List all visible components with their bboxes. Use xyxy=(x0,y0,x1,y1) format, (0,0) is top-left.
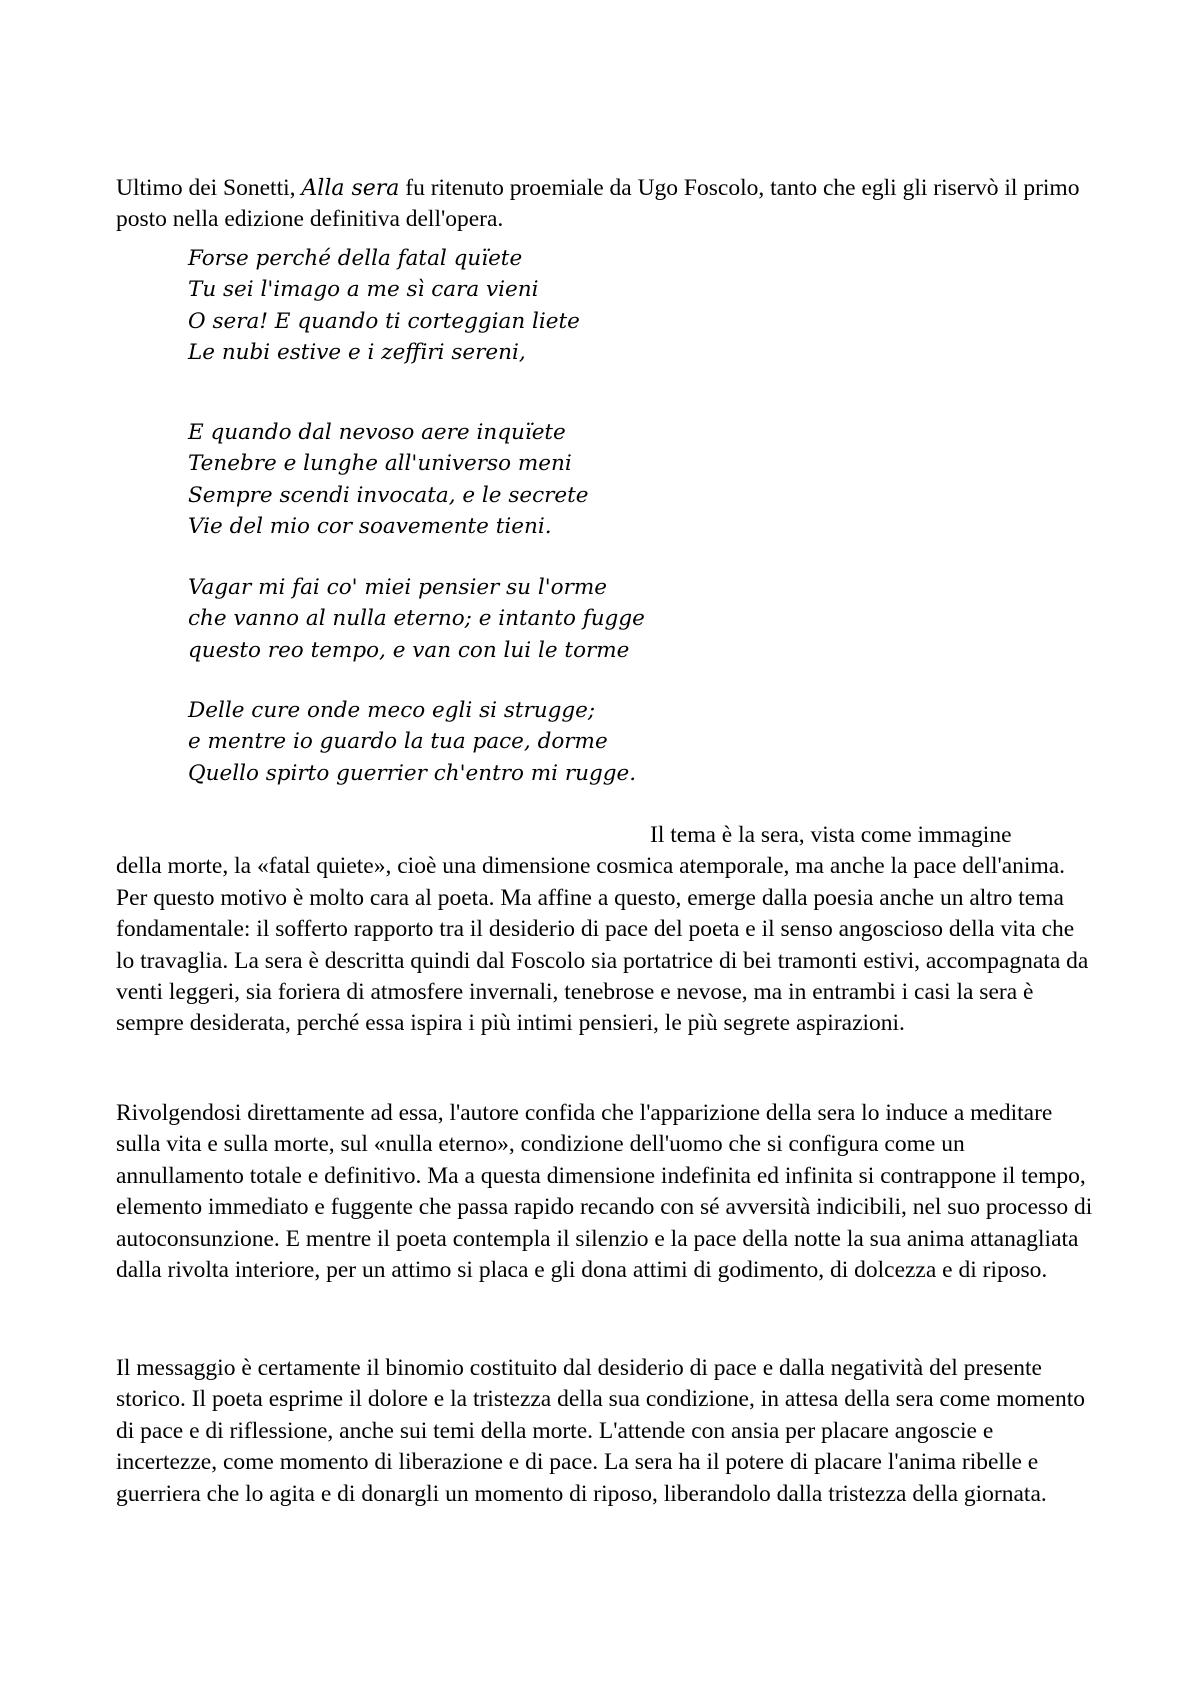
analysis-paragraph xyxy=(116,820,1096,1040)
verse: Delle cure onde meco egli si strugge; xyxy=(188,698,596,723)
intro-paragraph xyxy=(116,173,1096,236)
poem-title: Alla sera xyxy=(301,176,400,201)
analysis-first-line: Il tema è la sera, vista come immagine xyxy=(650,822,1012,848)
stanza-2 xyxy=(188,417,888,543)
intro-text-before: Ultimo dei Sonetti, xyxy=(116,175,302,201)
stanza-3 xyxy=(188,572,888,666)
verse: Le nubi estive e i zeffiri sereni, xyxy=(188,340,526,366)
verse: O sera! E quando ti corteggian liete xyxy=(188,308,580,334)
paragraph-2: Rivolgendosi direttamente ad essa, l'autore confida che l'apparizione della sera lo induce a meditare sulla vita e sulla morte, sul «nulla eterno», condizione dell'uomo che si configura come un annullamento totale e definitivo. Ma a questa dimensione indefinita ed infinita si contrappone il tempo, elemento immediato e fuggente che passa rapido recando con sé avversità indicibili, nel suo processo di autoconsunzione. E mentre il poeta contempla il silenzio e la pace della notte la sua anima attanagliata dalla rivolta interiore, per un attimo si placa e gli dona attimi di godimento, di dolcezza e di riposo. xyxy=(116,1100,1093,1284)
verse: che vanno al nulla eterno; e intanto fugge xyxy=(188,606,645,632)
stanza-1 xyxy=(188,243,888,369)
verse: Forse perché della fatal quïete xyxy=(188,246,523,271)
verse: E quando dal nevoso aere inquïete xyxy=(188,420,566,445)
verse: e mentre io guardo la tua pace, dorme xyxy=(188,729,608,755)
analysis-body: della morte, la «fatal quiete», cioè una dimensione cosmica atemporale, ma anche la pace dell'anima. Per questo motivo è molto cara al poeta. Ma affine a questo, emerge dalla poesia anche un altro tema fondamentale: il sofferto rapporto tra il desiderio di pace del poeta e il senso angoscioso della vita che lo travaglia. La sera è descritta quindi dal Foscolo sia portatrice di bei tramonti estivi, accompagnata da venti leggeri, sia foriera di atmosfere invernali, tenebrose e nevose, ma in entrambi i casi la sera è sempre desiderata, perché essa ispira i più intimi pensieri, le più segrete aspirazioni. xyxy=(116,853,1089,1037)
paragraph-3: Il messaggio è certamente il binomio costituito dal desiderio di pace e dalla negatività del presente storico. Il poeta esprime il dolore e la tristezza della sua condizione, in attesa della sera come momento di pace e di riflessione, anche sui temi della morte. L'attende con ansia per placare angoscie e incertezze, come momento di liberazione e di pace. La sera ha il potere di placare l'anima ribelle e guerriera che lo agita e di donargli un momento di riposo, liberandolo dalla tristezza della giornata. xyxy=(116,1355,1086,1507)
verse: Tenebre e lunghe all'universo meni xyxy=(188,451,572,477)
stanza-4 xyxy=(188,695,888,789)
verse: Quello spirto guerrier ch'entro mi rugge. xyxy=(188,760,637,786)
verse: Sempre scendi invocata, e le secrete xyxy=(188,482,589,508)
verse: Vagar mi fai co' miei pensier su l'orme xyxy=(188,575,607,600)
verse: questo reo tempo, e van con lui le torme xyxy=(188,637,630,663)
verse: Tu sei l'imago a me sì cara vieni xyxy=(188,277,539,303)
verse: Vie del mio cor soavemente tieni. xyxy=(188,514,552,540)
intro-text-after: fu ritenuto proemiale da Ugo Foscolo, tanto che egli gli riservò il primo posto nella edizione definitiva dell'opera. xyxy=(116,175,1080,233)
